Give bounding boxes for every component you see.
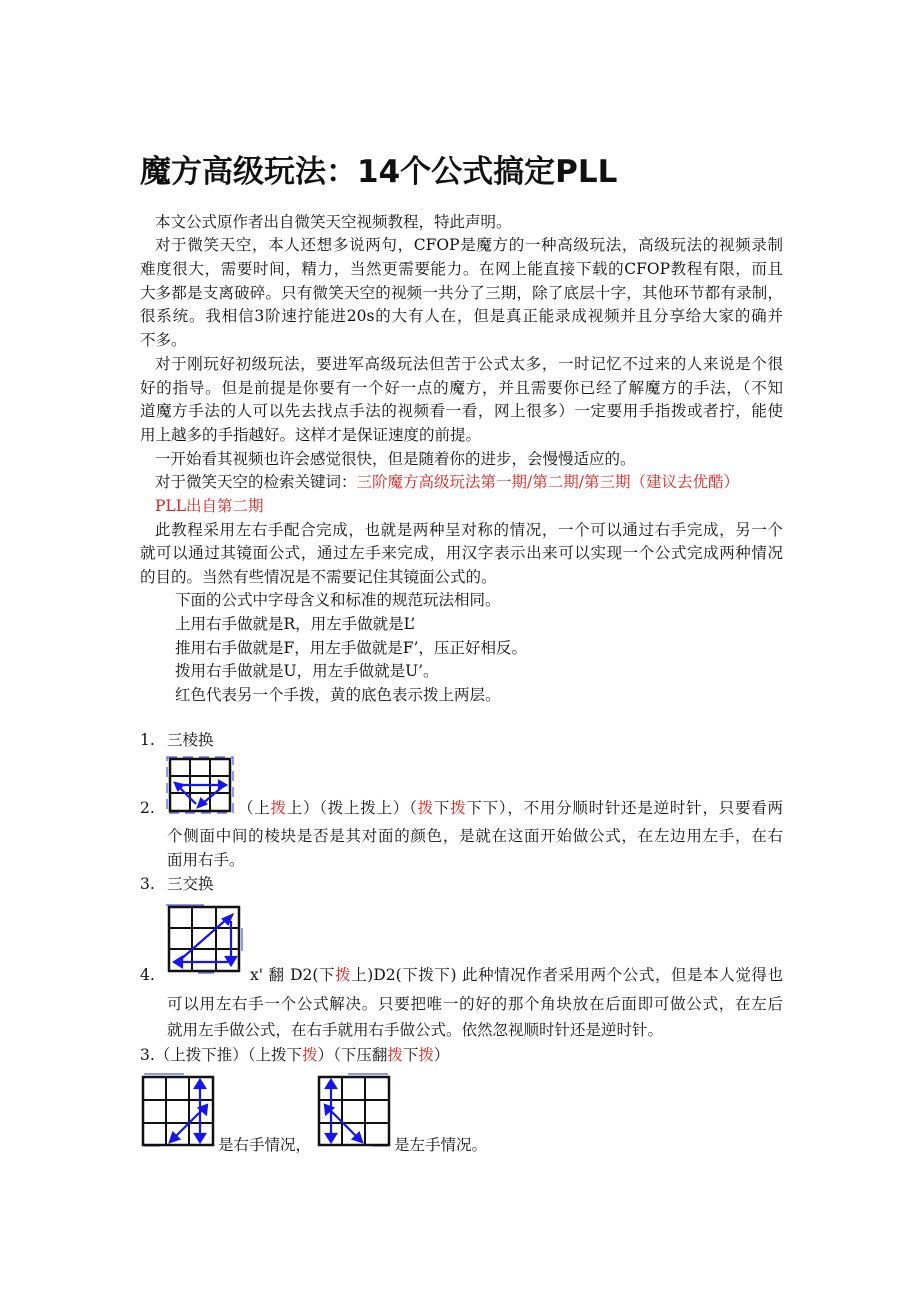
- highlight-text: 拨: [418, 1046, 434, 1064]
- text-segment: 大多都是支离破碎。只有微笑天空的视频一共分了三期，除了底层十字，其他环节都有录制，: [140, 284, 783, 302]
- text-segment: 很系统。我相信3阶速拧能进20s的大有人在，但是真正能录成视频并且分享给大家的确并: [140, 307, 783, 325]
- text-segment: 上用右手做就是R，用左手做就是L’: [175, 615, 416, 633]
- highlight-text: 拨: [335, 966, 352, 984]
- text-line: [238, 798, 783, 818]
- text-line: [140, 283, 783, 303]
- text-segment: 可以用左右手一个公式解决。只要把唯一的好的那个角块放在后面即可做公式，在左后: [167, 995, 783, 1013]
- text-line: [155, 235, 783, 255]
- text-segment: 难度很大，需要时间，精力，当然更需要能力。在网上能直接下载的CFOP教程有限，而且: [140, 260, 783, 278]
- text-segment: 一开始看其视频也许会感觉很快，但是随着你的进步，会慢慢适应的。: [155, 450, 636, 468]
- pll-corner-swap-diagram: [164, 903, 244, 975]
- list-number: [140, 730, 155, 750]
- text-line: [218, 1135, 311, 1155]
- text-segment: 对于微笑天空，本人还想多说两句，CFOP是魔方的一种高级玩法，高级玩法的视频录制: [155, 236, 783, 254]
- highlight-text: 三阶魔方高级玩法第一期/第二期/第三期（建议去优酷）: [356, 473, 739, 491]
- text-segment: 对于微笑天空的检索关键词：: [155, 473, 357, 491]
- text-segment: 对于刚玩好初级玩法，要进军高级玩法但苦于公式太多，一时记忆不过来的人来说是个很: [155, 355, 783, 373]
- text-line: [167, 994, 783, 1014]
- text-segment: 个侧面中间的棱块是否是其对面的颜色，是就在这面开始做公式，在左边用左手，在右: [167, 827, 783, 845]
- text-segment: 就用左手做公式，在右手就用右手做公式。依然忽视顺时针还是逆时针。: [167, 1021, 664, 1039]
- text-segment: 红色代表另一个手拨，黄的底色表示拨上两层。: [175, 686, 501, 704]
- text-line: [167, 730, 214, 750]
- text-segment: 3.（上拨下推）（上拨下: [140, 1046, 303, 1064]
- text-segment: 的目的。当然有些情况是不需要记住其镜面公式的。: [140, 568, 497, 586]
- text-segment: 下: [402, 1046, 419, 1064]
- text-segment: 不多。: [140, 331, 187, 349]
- text-line: [250, 965, 783, 985]
- text-segment: （上: [238, 799, 271, 817]
- text-segment: 三交换: [167, 875, 214, 893]
- text-segment: ）: [433, 1046, 450, 1064]
- text-segment: 此教程采用左右手配合完成，也就是两种呈对称的情况，一个可以通过右手完成，另一个: [155, 521, 783, 539]
- highlight-text: 拨: [417, 799, 434, 817]
- text-line: [155, 354, 783, 374]
- text-segment: 用上越多的手指越好。这样才是保证速度的前提。: [140, 426, 482, 444]
- text-line: [175, 638, 527, 658]
- text-line: [175, 614, 415, 634]
- text-segment: 三棱换: [167, 731, 214, 749]
- text-line: [175, 661, 439, 681]
- text-line: [140, 378, 783, 398]
- text-line: [140, 1045, 449, 1065]
- text-segment: 3.: [140, 875, 155, 893]
- text-line: [140, 425, 481, 445]
- text-segment: 道魔方手法的人可以先去找点手法的视频看一看，网上很多）一定要用手指拨或者拧，能使: [140, 402, 783, 420]
- text-segment: 4.: [140, 966, 155, 984]
- text-line: [155, 212, 512, 232]
- text-line: [140, 330, 187, 350]
- text-segment: 推用右手做就是F，用左手做就是F’，压正好相反。: [175, 639, 527, 657]
- pll-edge-cycle-diagram: [166, 756, 234, 814]
- text-segment: 上）（拨上拨上）（: [286, 799, 418, 817]
- text-line: [140, 543, 783, 563]
- text-line: [167, 874, 214, 894]
- pll-left-hand-diagram: [316, 1072, 392, 1148]
- text-segment: 2.: [140, 799, 155, 817]
- text-segment: 是左手情况。: [394, 1136, 488, 1154]
- highlight-text: 拨: [450, 799, 467, 817]
- text-line: [155, 472, 739, 492]
- highlight-text: PLL出自第二期: [155, 497, 264, 515]
- text-segment: 好的指导。但是前提是你要有一个好一点的魔方，并且需要你已经了解魔方的手法，（不知: [140, 379, 783, 397]
- text-line: [155, 496, 264, 516]
- text-line: [175, 590, 501, 610]
- list-number: [140, 965, 155, 985]
- text-line: [167, 1020, 663, 1040]
- document-title: 魔方高级玩法：14个公式搞定PLL: [140, 154, 618, 190]
- text-segment: 上)D2(下拨下) 此种情况作者采用两个公式，但是本人觉得也: [351, 966, 783, 984]
- text-segment: 下: [433, 799, 451, 817]
- text-segment: 下面的公式中字母含义和标准的规范玩法相同。: [175, 591, 501, 609]
- text-segment: 本文公式原作者出自微笑天空视频教程，特此声明。: [155, 213, 512, 231]
- list-number: [140, 798, 155, 818]
- text-segment: x' 翻 D2(下: [250, 966, 336, 984]
- text-line: [155, 520, 783, 540]
- text-line: [140, 401, 783, 421]
- text-segment: 下下），不用分顺时针还是逆时针，只要看两: [466, 799, 783, 817]
- text-line: [140, 567, 497, 587]
- text-line: [155, 449, 636, 469]
- text-line: [175, 685, 501, 705]
- text-segment: 拨用右手做就是U，用左手做就是U’。: [175, 662, 439, 680]
- text-segment: 面用右手。: [167, 851, 245, 869]
- highlight-text: 拨: [302, 1046, 318, 1064]
- highlight-text: 拨: [387, 1046, 403, 1064]
- text-segment: 就可以通过其镜面公式，通过左手来完成，用汉字表示出来可以实现一个公式完成两种情况: [140, 544, 783, 562]
- text-line: [394, 1135, 487, 1155]
- text-line: [140, 306, 783, 326]
- highlight-text: 拨: [270, 799, 287, 817]
- text-segment: 1.: [140, 731, 155, 749]
- text-segment: 是右手情况，: [218, 1136, 312, 1154]
- text-line: [167, 850, 245, 870]
- text-segment: ）（下压翻: [317, 1046, 388, 1064]
- text-line: [140, 259, 783, 279]
- text-line: [167, 826, 783, 846]
- list-number: [140, 874, 155, 894]
- pll-right-hand-diagram: [140, 1072, 216, 1148]
